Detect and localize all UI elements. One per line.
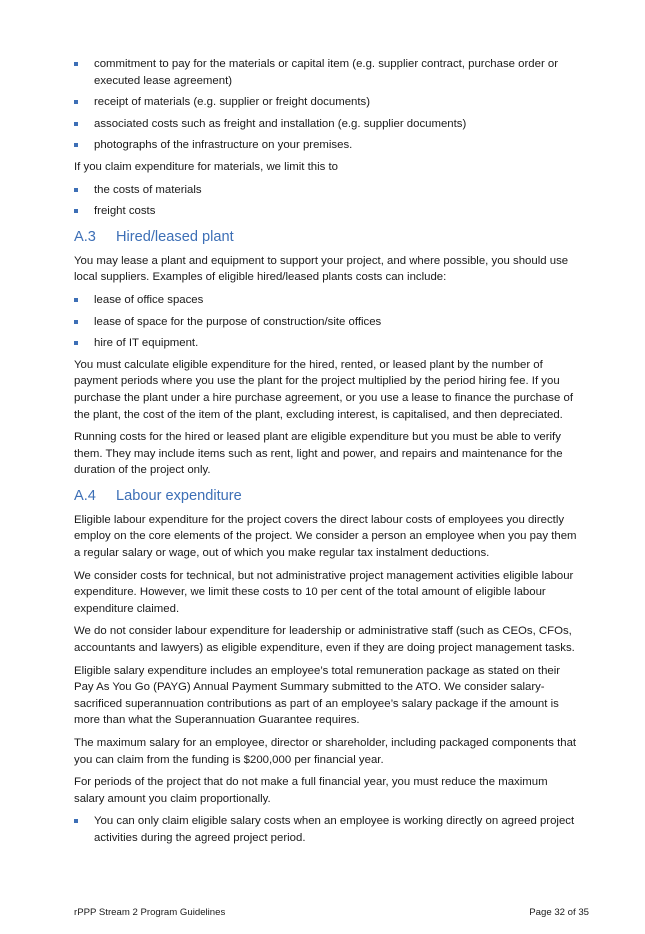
- list-item: [74, 137, 579, 154]
- section-title: Hired/leased plant: [116, 228, 234, 245]
- square-bullet-icon: [74, 341, 78, 345]
- list-item-text: lease of space for the purpose of construction/site offices: [94, 315, 382, 328]
- list-item-text: lease of office spaces: [94, 293, 204, 306]
- page-footer: [74, 907, 589, 919]
- square-bullet-icon: [74, 209, 78, 213]
- list-item-text: freight costs: [94, 205, 156, 218]
- section-number: A.4: [74, 487, 96, 504]
- square-bullet-icon: [74, 62, 78, 66]
- footer-page-number: Page 32 of 35: [529, 907, 589, 918]
- paragraph: We consider costs for technical, but not administrative project management activities eligible labour expenditure. However, we limit these costs to 10 per cent of the total amount of eligible labour expenditure claimed.: [74, 569, 574, 615]
- list-item: [74, 335, 579, 352]
- paragraph: For periods of the project that do not make a full financial year, you must reduce the maximum salary amount you claim proportionally.: [74, 776, 548, 805]
- section-title: Labour expenditure: [116, 487, 242, 504]
- list-item-text: photographs of the infrastructure on your premises.: [94, 139, 353, 152]
- materials-intro-paragraph: If you claim expenditure for materials, we limit this to: [74, 160, 338, 173]
- square-bullet-icon: [74, 819, 78, 823]
- paragraph: You may lease a plant and equipment to support your project, and where possible, you should use local suppliers. Examples of eligible hired/leased plants costs can include:: [74, 254, 569, 284]
- list-item-text: You can only claim eligible salary costs when an employee is working directly on agreed project activities during the agreed project period.: [94, 815, 575, 844]
- list-item: [74, 94, 579, 111]
- square-bullet-icon: [74, 298, 78, 302]
- list-item: [74, 56, 579, 89]
- list-item-text: the costs of materials: [94, 183, 202, 196]
- list-item: [74, 292, 579, 309]
- list-item: [74, 116, 579, 133]
- list-item: [74, 182, 579, 199]
- paragraph: Eligible salary expenditure includes an employee’s total remuneration package as stated on their Pay As You Go (PAYG) Annual Payment Summary submitted to the ATO. We consider salary-sacrificed superannuation contributions as part of an employee’s salary package if the amount is more than what the Superannuation Guarantee requires.: [74, 664, 561, 727]
- evidence-list: [74, 56, 579, 154]
- footer-document-title: rPPP Stream 2 Program Guidelines: [74, 907, 226, 918]
- section-heading-a4: [74, 486, 579, 506]
- list-item-text: associated costs such as freight and installation (e.g. supplier documents): [94, 117, 467, 130]
- section-number: A.3: [74, 228, 96, 245]
- paragraph: The maximum salary for an employee, director or shareholder, including packaged components that you can claim from the funding is $200,000 per financial year.: [74, 737, 577, 766]
- paragraph: Eligible labour expenditure for the project covers the direct labour costs of employees you directly employ on the core elements of the project. We consider a person an employee when you pay them a regular salary or wage, out of which you make regular tax instalment deductions.: [74, 513, 577, 560]
- plant-examples-list: [74, 292, 579, 352]
- section-heading-a3: [74, 227, 579, 247]
- square-bullet-icon: [74, 143, 78, 147]
- square-bullet-icon: [74, 122, 78, 126]
- list-item-text: receipt of materials (e.g. supplier or freight documents): [94, 96, 371, 109]
- list-item: [74, 203, 579, 220]
- materials-list: [74, 182, 579, 220]
- square-bullet-icon: [74, 320, 78, 324]
- paragraph: We do not consider labour expenditure for leadership or administrative staff (such as CEOs, CFOs, accountants and lawyers) as eligible expenditure, even if they are doing project management tasks.: [74, 625, 575, 655]
- square-bullet-icon: [74, 100, 78, 104]
- paragraph: Running costs for the hired or leased plant are eligible expenditure but you must be able to verify them. They may include items such as rent, light and power, and repairs and maintenance for the duration of the project only.: [74, 431, 563, 477]
- list-item: [74, 314, 579, 331]
- paragraph: You must calculate eligible expenditure for the hired, rented, or leased plant by the number of payment periods where you use the plant for the project multiplied by the period hiring fee. If you purchase the plant under a hire purchase agreement, or you use a lease to finance the purchase of the plant, the cost of the item of the plant, excluding interest, is capitalised, and then depreciated.: [74, 358, 573, 421]
- list-item-text: hire of IT equipment.: [94, 337, 199, 350]
- list-item: [74, 813, 579, 846]
- list-item-text: commitment to pay for the materials or capital item (e.g. supplier contract, purchase order or executed lease agreement): [94, 58, 559, 87]
- salary-conditions-list: [74, 813, 579, 846]
- document-page: [74, 56, 579, 852]
- square-bullet-icon: [74, 188, 78, 192]
